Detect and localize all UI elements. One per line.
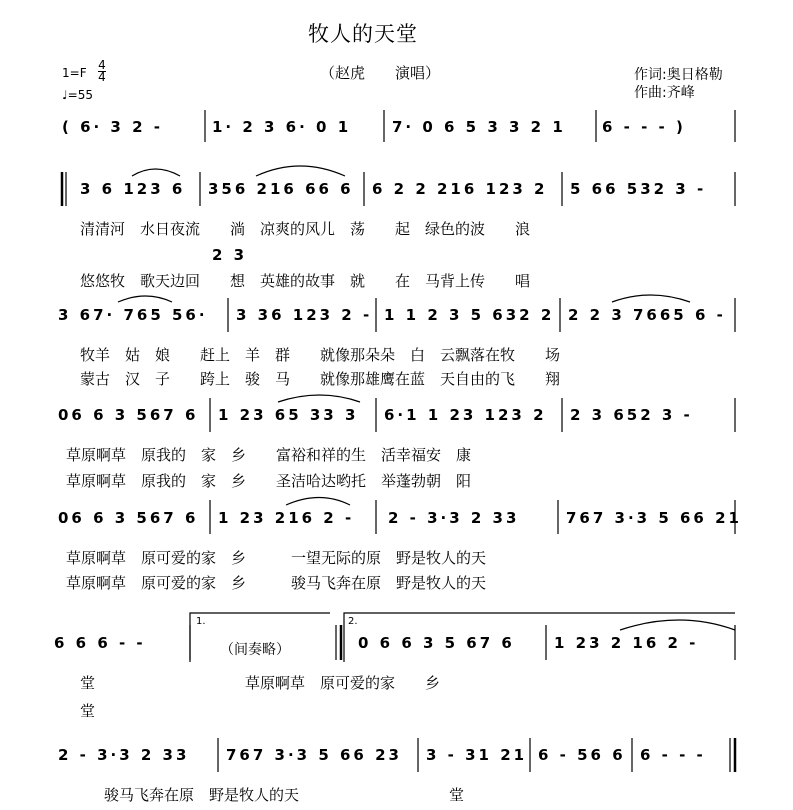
row3-lyric-verse2: 蒙古 汉 子 跨上 骏 马 就像那雄鹰在蓝 天自由的飞 翔 [80, 370, 561, 388]
row4-measure2: 1 23 65 33 3 [218, 406, 359, 424]
row7-measure4: 6 - 56 6 [538, 746, 626, 764]
row4-lyric-verse2: 草原啊草 原我的 家 乡 圣洁哈达哟托 举蓬勃朝 阳 [66, 472, 472, 490]
row5-measure1: 06 6 3 567 6 [58, 509, 199, 527]
row7-measure2: 767 3·3 5 66 23 [226, 746, 402, 764]
song-title: 牧人的天堂 [308, 22, 418, 46]
row5-measure2: 1 23 216 2 - [218, 509, 355, 527]
row7-measure3: 3 - 31 21 [426, 746, 528, 764]
row5-lyric-verse2: 草原啊草 原可爱的家 乡 骏马飞奔在原 野是牧人的天 [66, 574, 487, 592]
composer-credit: 作曲:齐峰 [634, 85, 695, 101]
row2-measure2: 356 216 66 6 [208, 180, 354, 198]
row6-measure3: 1 23 2 16 2 - [554, 634, 699, 652]
row3-measure2: 3 36 123 2 - [236, 306, 373, 324]
row7-lyric: 骏马飞奔在原 野是牧人的天 堂 [104, 786, 465, 804]
row5-measure3: 2 - 3·3 2 33 [388, 509, 520, 527]
row1-measure1: ( 6· 3 2 - [62, 118, 163, 136]
volta-1-label: 1. [196, 616, 206, 627]
row7-measure1: 2 - 3·3 2 33 [58, 746, 190, 764]
row5-measure4: 767 3·3 5 66 21 [566, 509, 742, 527]
row6-measure2: 0 6 6 3 5 67 6 [358, 634, 515, 652]
row5-lyric-verse1: 草原啊草 原可爱的家 乡 一望无际的原 野是牧人的天 [66, 549, 487, 567]
row2-measure1: 3 6 123 6 [80, 180, 186, 198]
row1-measure4: 6 - - - ) [602, 118, 686, 136]
key-signature: 1=F [62, 66, 87, 80]
singer-credit: （赵虎 演唱） [320, 64, 441, 82]
time-sig-bottom: 4 [98, 70, 106, 84]
row4-measure1: 06 6 3 567 6 [58, 406, 199, 424]
row6-lyric-verse2: 堂 [80, 702, 96, 720]
row2-lyric-verse1: 清清河 水日夜流 淌 凉爽的风儿 荡 起 绿色的波 浪 [80, 220, 531, 238]
row2-lyric-verse2: 悠悠牧 歌天边回 想 英雄的故事 就 在 马背上传 唱 [80, 272, 531, 290]
row3-measure3: 1 1 2 3 5 632 2 [384, 306, 555, 324]
tempo-marking: ♩=55 [62, 88, 93, 102]
row2-lyric-notes: 2 3 [212, 246, 248, 264]
row6-lyric-verse1: 堂 草原啊草 原可爱的家 乡 [80, 674, 441, 692]
interlude-note: （间奏略） [220, 642, 290, 658]
row3-measure4: 2 2 3 7665 6 - [568, 306, 726, 324]
row4-measure4: 2 3 652 3 - [570, 406, 693, 424]
lyricist-credit: 作词:奥日格勒 [634, 67, 723, 83]
row3-lyric-verse1: 牧羊 姑 娘 赶上 羊 群 就像那朵朵 白 云飘落在牧 场 [80, 346, 561, 364]
row1-measure2: 1· 2 3 6· 0 1 [212, 118, 352, 136]
row6-measure1: 6 6 6 - - [54, 634, 146, 652]
row4-measure3: 6·1 1 23 123 2 [384, 406, 547, 424]
row1-measure3: 7· 0 6 5 3 3 2 1 [392, 118, 566, 136]
volta-2-label: 2. [348, 616, 358, 627]
row2-measure3: 6 2 2 216 123 2 [372, 180, 548, 198]
row4-lyric-verse1: 草原啊草 原我的 家 乡 富裕和祥的生 活幸福安 康 [66, 446, 472, 464]
time-sig-top: 4 [98, 58, 106, 72]
row2-measure4: 5 66 532 3 - [570, 180, 707, 198]
row7-measure5: 6 - - - [640, 746, 706, 764]
row3-measure1: 3 67· 765 56· [58, 306, 208, 324]
